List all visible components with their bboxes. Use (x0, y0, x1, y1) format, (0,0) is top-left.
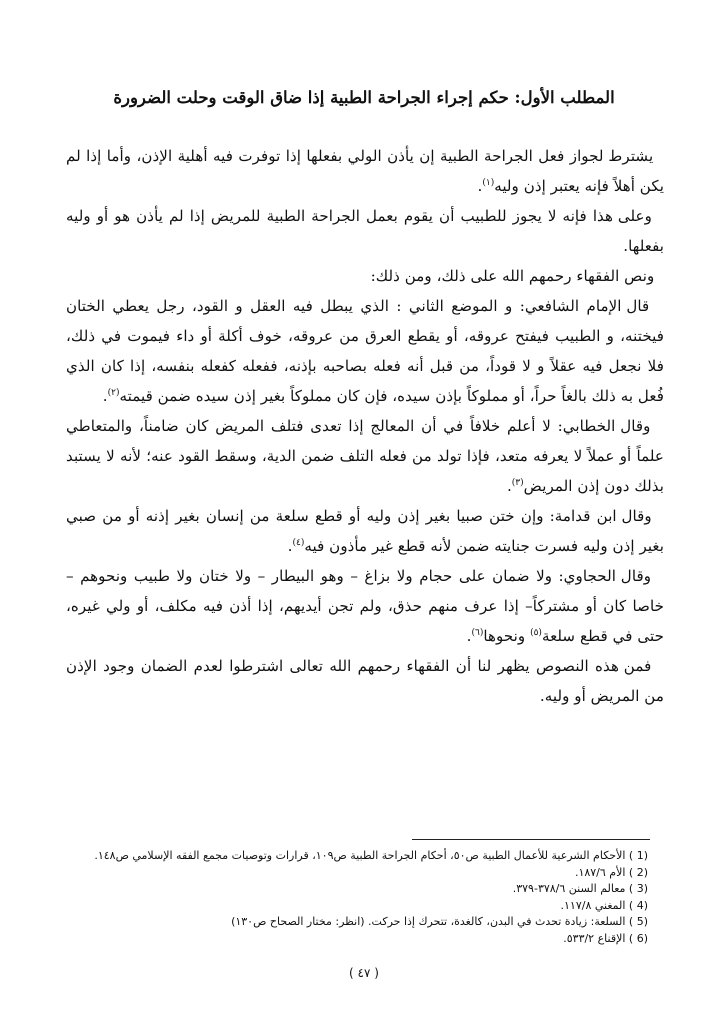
page-number: ( ٤٧ ) (349, 966, 379, 980)
paragraph-end: . (477, 177, 483, 195)
footnotes (84, 848, 648, 947)
paragraph (66, 561, 664, 651)
paragraph-end: . (102, 387, 108, 405)
footnote-ref[interactable]: (٢) (107, 387, 120, 398)
paragraph-text: وقال الحجاوي: ولا ضمان على حجام ولا بزاغ – وهو البيطار – ولا ختان ولا طبيب ونحوهم – خاصا كان أو مشتركاً– إذا عرف منهم حذق، ولم تجن أيديهم، إذا أذن فيه مكلف، أو ولي غيره، حتى في قطع سلعة (66, 567, 664, 645)
footnote-ref[interactable]: (٤) (292, 537, 305, 548)
paragraph-text: فمن هذه النصوص يظهر لنا أن الفقهاء رحمهم الله تعالى اشترطوا لعدم الضمان وجود الإذن من المريض أو وليه. (66, 657, 664, 705)
paragraph-end: . (506, 477, 512, 495)
paragraph-end: . (287, 537, 293, 555)
footnote: (6 ) الإقناع ٥٣٣/٢. (563, 931, 648, 945)
footnote-ref[interactable]: (٦) (471, 627, 484, 638)
paragraph (66, 501, 664, 561)
footnote: (3 ) معالم السنن ٣٧٨/٦-٣٧٩. (512, 882, 648, 895)
paragraph-text: وعلى هذا فإنه لا يجوز للطبيب أن يقوم بعمل الجراحة الطبية للمريض إذا لم يأذن هو أو وليه بفعلها. (66, 207, 664, 255)
paragraph (66, 261, 664, 291)
paragraph (66, 291, 664, 411)
footnote: (1 ) الأحكام الشرعية للأعمال الطبية ص٥٠، أحكام الجراحة الطبية ص١٠٩، قرارات وتوصيات مجمع الفقه الإسلامي ص١٤٨. (94, 849, 648, 862)
section-title: المطلب الأول: حكم إجراء الجراحة الطبية إذا ضاق الوقت وحلت الضرورة (113, 88, 615, 107)
paragraph (66, 201, 664, 261)
paragraph (66, 651, 664, 711)
paragraph-text: ونحوها (483, 627, 531, 645)
footnote-divider (412, 839, 650, 840)
paragraph (66, 411, 664, 501)
footnote: (2 ) الأم ١٨٧/٦. (574, 865, 648, 879)
footnote-ref[interactable]: (١) (482, 177, 495, 188)
footnote-ref[interactable]: (٣) (511, 477, 524, 488)
paragraph (66, 141, 664, 201)
footnote-ref[interactable]: (٥) (530, 627, 542, 638)
paragraph-text: وقال الخطابي: لا أعلم خلافاً في أن المعالج إذا تعدى فتلف المريض كان ضامناً، والمتعاطي علماً أو عملاً لا يعرفه متعد، فإذا تولد من فعله التلف ضمن الدية، وسقط القود عنه؛ لأنه لا يستبد بذلك دون إذن المريض (66, 417, 664, 495)
paragraph-text: قال الإمام الشافعي: و الموضع الثاني : الذي يبطل فيه العقل و القود، رجل يعطي الختان فيختنه، و الطبيب فيفتح عروقه، أو يقطع العرق من عروقه، خوف أكلة أو داء فيموت في ذلك، فلا نجعل فيه عقلاً و لا قوداً، من قبل أنه فعله بصاحبه بإذنه، ففعله كفعله بنفسه، إذا كان الذي فُعل به ذلك بالغاً حراً، أو مملوكاً بإذن سيده، فإن كان مملوكاً بغير إذن سيده ضمن قيمته (66, 297, 664, 405)
body-text (66, 141, 664, 711)
paragraph-text: وقال ابن قدامة: وإن ختن صبيا بغير إذن وليه أو قطع سلعة من إنسان بغير إذنه أو من صبي بغير إذن وليه فسرت جنايته ضمن لأنه قطع غير مأذون فيه (66, 507, 664, 555)
footnote: (5 ) السلعة: زيادة تحدث في البدن، كالغدة، تتحرك إذا حركت. (انظر: مختار الصحاح ص١٣٠) (231, 915, 648, 928)
footnote: (4 ) المغني ١١٧/٨. (560, 898, 648, 912)
paragraph-end: . (466, 627, 472, 645)
paragraph-text: ونص الفقهاء رحمهم الله على ذلك، ومن ذلك: (370, 267, 655, 285)
paragraph-text: يشترط لجواز فعل الجراحة الطبية إن يأذن الولي بفعلها إذا توفرت فيه أهلية الإذن، وأما إذا لم يكن أهلاً فإنه يعتبر إذن وليه (66, 147, 664, 195)
